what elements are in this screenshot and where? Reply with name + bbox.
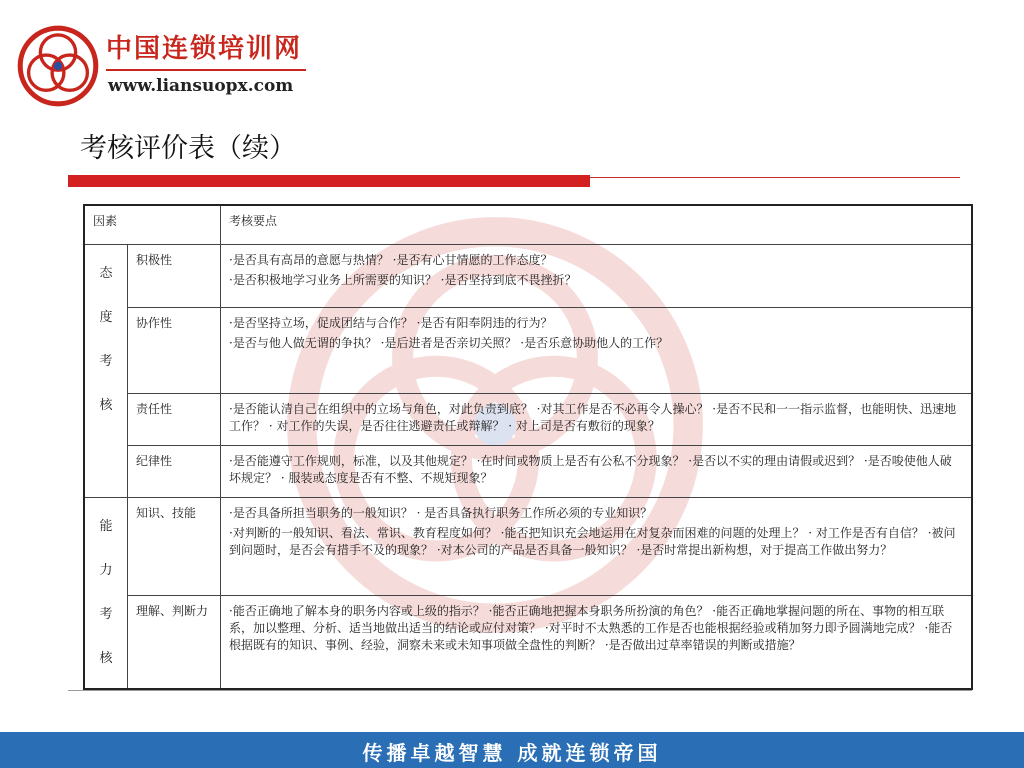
group-char: 态 bbox=[99, 266, 113, 281]
sub-label: 责任性 bbox=[128, 394, 221, 446]
point-line: ·是否与他人做无谓的争执？ ·是后进者是否亲切关照？ ·是否乐意协助他人的工作？ bbox=[229, 336, 669, 350]
title-divider bbox=[590, 177, 960, 178]
sub-label: 积极性 bbox=[128, 245, 221, 308]
points-cell bbox=[221, 245, 973, 308]
point-line: ·是否能认清自己在组织中的立场与角色，对此负责到底？ ·对其工作是否不必再令人操心？ ·是否不民和一一指示监督，也能明快、迅速地工作？ · 对工作的失误，是否往往逃避责任或辩解？ · 对上司是否有敷衍的现象？ bbox=[229, 402, 957, 433]
footer-slogan: 传播卓越智慧 成就连锁帝国 bbox=[362, 741, 662, 765]
table-header-row bbox=[84, 205, 972, 245]
table-row bbox=[84, 498, 972, 596]
logo-url: www.liansuopx.com bbox=[108, 76, 294, 96]
sub-label: 知识、技能 bbox=[128, 498, 221, 596]
group-char: 考 bbox=[99, 354, 113, 369]
points-cell bbox=[221, 394, 973, 446]
header-points: 考核要点 bbox=[221, 205, 973, 245]
group-ability bbox=[84, 498, 128, 690]
page-title: 考核评价表（续） bbox=[80, 133, 296, 164]
title-accent-bar bbox=[68, 175, 590, 187]
point-line: ·能否正确地了解本身的职务内容或上级的指示？ ·能否正确地把握本身职务所扮演的角色？ ·能否正确地掌握问题的所在、事物的相互联系，加以整理、分析、适当地做出适当的结论或应付对策？ ·对平时不太熟悉的工作是否也能根据经验或稍加努力即予圆满地完成？ ·能否根据既有的知识、事例、经验，洞察未来或未知事项做全盘性的判断？ ·是否做出过草率错误的判断或措施？ bbox=[229, 604, 953, 652]
points-cell bbox=[221, 596, 973, 690]
group-char: 考 bbox=[99, 607, 113, 622]
points-cell bbox=[221, 446, 973, 498]
point-line: ·对判断的一般知识、看法、常识、教育程度如何？ ·能否把知识充会地运用在对复杂而困难的问题的处理上？ · 对工作是否有自信？ ·被问到问题时，是否会有措手不及的现象？ ·对本公司的产品是否具备一般知识？ ·是否时常提出新构想，对于提高工作做出努力？ bbox=[229, 526, 956, 557]
sub-label: 纪律性 bbox=[128, 446, 221, 498]
logo-emblem-icon bbox=[16, 24, 100, 108]
group-char: 度 bbox=[99, 310, 113, 325]
bottom-divider bbox=[68, 690, 972, 691]
table-row bbox=[84, 308, 972, 394]
points-cell bbox=[221, 498, 973, 596]
sub-label: 协作性 bbox=[128, 308, 221, 394]
logo-divider bbox=[106, 69, 306, 71]
footer-bar bbox=[0, 732, 1024, 768]
evaluation-table bbox=[83, 204, 973, 690]
group-char: 力 bbox=[99, 563, 113, 578]
logo bbox=[10, 18, 310, 110]
point-line: ·是否具备所担当职务的一般知识？ · 是否具备执行职务工作所必须的专业知识？ bbox=[229, 506, 653, 520]
table-row bbox=[84, 596, 972, 690]
table-row bbox=[84, 446, 972, 498]
sub-label: 理解、判断力 bbox=[128, 596, 221, 690]
group-char: 核 bbox=[99, 398, 113, 413]
point-line: ·是否坚持立场，促成团结与合作？ ·是否有阳奉阴违的行为？ bbox=[229, 316, 553, 330]
header-factor: 因素 bbox=[84, 205, 221, 245]
group-attitude bbox=[84, 245, 128, 498]
point-line: ·是否具有高昂的意愿与热情？ ·是否有心甘情愿的工作态度？ bbox=[229, 253, 553, 267]
group-char: 核 bbox=[99, 651, 113, 666]
table-row bbox=[84, 394, 972, 446]
logo-name: 中国连锁培训网 bbox=[106, 34, 303, 64]
group-char: 能 bbox=[99, 519, 113, 534]
point-line: ·是否能遵守工作规则，标准，以及其他规定？ ·在时间或物质上是否有公私不分现象？ ·是否以不实的理由请假或迟到？ ·是否唆使他人破坏规定？ · 服装或态度是否有不整、不规矩现象？ bbox=[229, 454, 952, 485]
points-cell bbox=[221, 308, 973, 394]
point-line: ·是否积极地学习业务上所需要的知识？ ·是否坚持到底不畏挫折？ bbox=[229, 273, 577, 287]
table-row bbox=[84, 245, 972, 308]
